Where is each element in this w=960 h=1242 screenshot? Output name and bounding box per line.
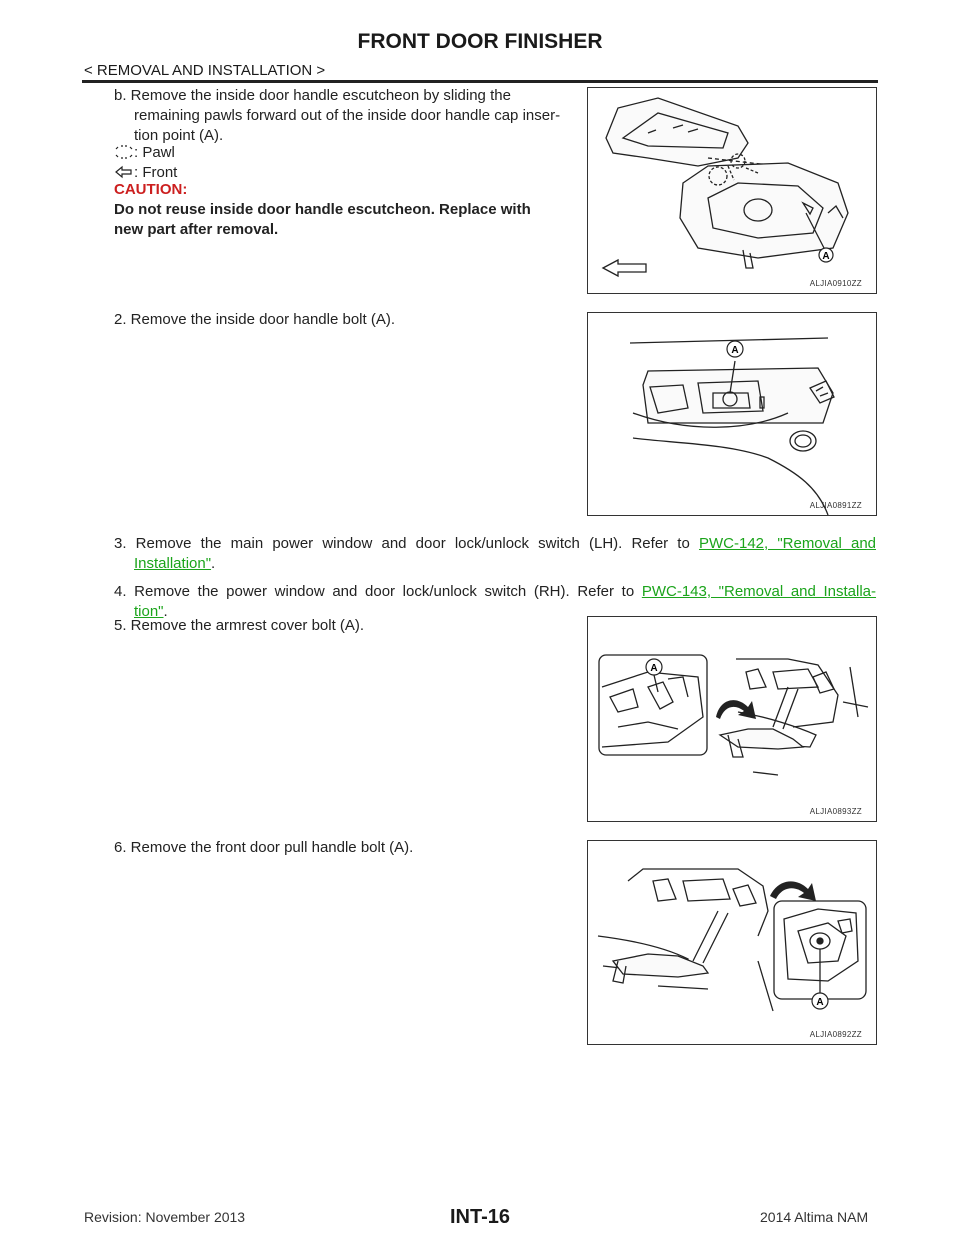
step6-text: 6. Remove the front door pull handle bolt (A). (114, 839, 414, 856)
legend-pawl-label: : Pawl (134, 144, 175, 161)
section-breadcrumb: < REMOVAL AND INSTALLATION > (84, 62, 326, 79)
link-pwc-143[interactable]: PWC-143, "Removal and Installa- (641, 583, 877, 600)
link-pwc-142[interactable]: PWC-142, "Removal and (698, 535, 877, 552)
step-b-line1: b. Remove the inside door handle escutcheon by sliding the (114, 87, 511, 104)
step3-line2 (134, 554, 215, 574)
fig2-callout: A (731, 345, 739, 356)
rotation-arrow-icon (770, 881, 816, 901)
step2-text: 2. Remove the inside door handle bolt (A). (114, 311, 395, 328)
header-divider (82, 80, 878, 83)
escutcheon-diagram (588, 88, 876, 293)
fig3-id: ALJIA0893ZZ (809, 807, 862, 816)
page-title: FRONT DOOR FINISHER (357, 30, 603, 53)
door-handle-diagram (588, 313, 876, 515)
footer-model: 2014 Altima NAM (760, 1209, 869, 1225)
link-pwc-142-continued[interactable]: Installation" (134, 555, 212, 572)
link-pwc-143-continued[interactable]: tion" (134, 603, 164, 620)
page-number: INT-16 (449, 1206, 511, 1228)
step4-text: 4. Remove the power window and door lock/unlock switch (RH). Refer to (114, 583, 635, 600)
fig3-callout: A (650, 663, 658, 674)
step3-text: 3. Remove the main power window and door lock/unlock switch (LH). Refer to (114, 535, 690, 552)
caution-label: CAUTION: (114, 181, 188, 198)
caution-line1: Do not reuse inside door handle escutcheon. Replace with (114, 201, 531, 218)
step3-period: . (211, 555, 216, 572)
step4-line1 (114, 582, 876, 602)
rotation-arrow-icon (716, 700, 756, 719)
step-b-line2: remaining pawls forward out of the inside door handle cap inser- (134, 107, 561, 124)
legend-pawl (114, 143, 175, 163)
pull-handle-diagram (588, 841, 876, 1044)
caution-line2: new part after removal. (114, 221, 279, 238)
figure-pull-handle-bolt (587, 840, 877, 1045)
pawl-symbol-icon (114, 145, 134, 159)
fig1-callout: A (822, 251, 830, 262)
fig4-id: ALJIA0892ZZ (809, 1030, 862, 1039)
armrest-diagram (588, 617, 876, 821)
figure-armrest-cover-bolt (587, 616, 877, 822)
step5-text: 5. Remove the armrest cover bolt (A). (114, 617, 365, 634)
step3-line1 (114, 534, 876, 554)
front-arrow-icon (114, 165, 134, 179)
legend-front-label: : Front (134, 164, 178, 181)
fig1-id: ALJIA0910ZZ (809, 279, 862, 288)
figure-escutcheon-removal (587, 87, 877, 294)
step-b-line3: tion point (A). (134, 127, 224, 144)
figure-door-handle-bolt (587, 312, 877, 516)
step4-period: . (163, 603, 168, 620)
fig4-callout: A (816, 997, 824, 1008)
fig2-id: ALJIA0891ZZ (809, 501, 862, 510)
footer-revision: Revision: November 2013 (84, 1209, 246, 1225)
